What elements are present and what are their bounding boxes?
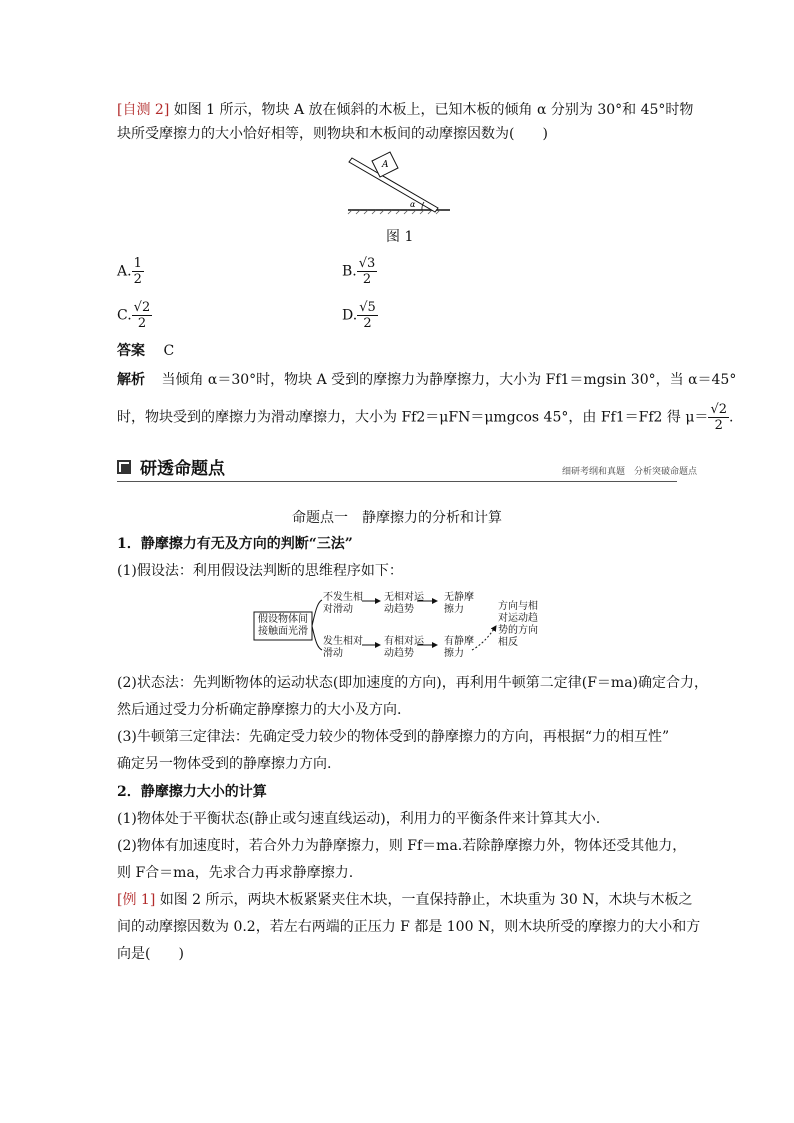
flow-top3-a: 无静摩 xyxy=(444,592,474,603)
question-text-1: 如图 1 所示，物块 A 放在倾斜的木板上，已知木板的倾角 α 分别为 30°和 45°时物 xyxy=(173,102,694,118)
analysis-text-1: 当倾角 α＝30°时，物块 A 受到的摩擦力为静摩擦力，大小为 Ff1＝mgsin 30°，当 α＝45° xyxy=(161,372,737,388)
para-1: (1)假设法：利用假设法判断的思维程序如下： xyxy=(117,563,403,579)
flow-bot3-a: 有静摩 xyxy=(444,636,474,647)
para-q2a: (2)物体有加速度时，若合外力为静摩擦力，则 Ff＝ma.若除静摩擦力外，物体还受其他力， xyxy=(117,838,687,854)
flow-end-2: 对运动趋 xyxy=(498,613,538,624)
flow-bot3-b: 擦力 xyxy=(444,648,464,659)
option-b-label: B. xyxy=(342,263,357,280)
question-tag: [自测 2] xyxy=(117,102,170,118)
section-divider xyxy=(117,481,677,482)
option-c-label: C. xyxy=(117,307,132,324)
flow-end-1: 方向与相 xyxy=(498,601,538,612)
para-2a: (2)状态法：先判断物体的运动状态(即加速度的方向)，再利用牛顿第二定律(F＝ma)确定合力， xyxy=(117,675,709,691)
option-b[interactable] xyxy=(342,256,377,287)
para-q1: (1)物体处于平衡状态(静止或匀速直线运动)，利用力的平衡条件来计算其大小. xyxy=(117,811,601,827)
question-line-2 xyxy=(117,124,548,144)
heading-2: 2．静摩擦力大小的计算 xyxy=(117,784,267,800)
answer-value: C xyxy=(163,343,175,359)
flow-top3-b: 擦力 xyxy=(444,604,464,615)
analysis-text-2: 时，物块受到的摩擦力为滑动摩擦力，大小为 Ff2＝μFN＝μmgcos 45°，由 Ff1＝Ff2 得 μ＝ xyxy=(117,409,709,426)
analysis-label: 解析 xyxy=(117,372,145,388)
angle-alpha-label: α xyxy=(410,200,416,209)
para-3a: (3)牛顿第三定律法：先确定受力较少的物体受到的静摩擦力的方向，再根据“力的相互性” xyxy=(117,729,670,745)
flow-top2-b: 动趋势 xyxy=(384,604,414,615)
option-a-fraction: $\frac{1}{2}$ xyxy=(133,256,142,287)
topic-title: 命题点一 静摩擦力的分析和计算 xyxy=(292,510,502,526)
option-d[interactable] xyxy=(342,300,378,331)
section-note: 细研考纲和真题 分析突破命题点 xyxy=(562,467,698,477)
flow-top1-a: 不发生相 xyxy=(323,592,363,603)
flow-bot1-b: 滑动 xyxy=(323,648,343,659)
answer-line xyxy=(117,341,174,361)
option-d-label: D. xyxy=(342,307,358,324)
analysis-fraction: $\frac{√2}{2}$ xyxy=(710,402,727,433)
figure-1-caption: 图 1 xyxy=(386,229,414,245)
para-q2b: 则 F合＝ma，先求合力再求静摩擦力. xyxy=(117,865,354,881)
flow-end-3: 势的方向 xyxy=(498,625,538,636)
flow-top2-a: 无相对运 xyxy=(384,592,424,603)
flow-start-line1: 假设物体间 xyxy=(258,614,308,625)
option-d-fraction: $\frac{√5}{2}$ xyxy=(359,300,376,331)
example-tag: [例 1] xyxy=(117,892,156,908)
analysis-line-1 xyxy=(117,370,736,390)
analysis-line-2: 时，物块受到的摩擦力为滑动摩擦力，大小为 Ff2＝μFN＝μmgcos 45°，由 Ff1＝Ff2 得 μ＝ $\frac{√2}{2}$ . xyxy=(117,402,734,433)
example-line-2: 间的动摩擦因数为 0.2，若左右两端的正压力 F 都是 100 N，则木块所受的摩擦力的大小和方 xyxy=(117,919,701,935)
flow-start-line2: 接触面光滑 xyxy=(258,626,308,637)
option-a-label: A. xyxy=(117,263,132,280)
option-a[interactable] xyxy=(117,256,144,287)
example-line-3: 向是( ) xyxy=(117,946,184,962)
heading-1: 1．静摩擦力有无及方向的判断“三法” xyxy=(117,536,353,552)
example-line-1 xyxy=(117,890,693,910)
para-3b: 确定另一物体受到的静摩擦力方向. xyxy=(117,756,332,772)
question-text-2: 块所受摩擦力的大小恰好相等，则物块和木板间的动摩擦因数为( ) xyxy=(117,126,548,142)
flow-bot2-a: 有相对运 xyxy=(384,636,424,647)
flow-bot2-b: 动趋势 xyxy=(384,648,414,659)
flow-top1-b: 对滑动 xyxy=(323,604,353,615)
figure-1-incline xyxy=(340,150,460,220)
example-text-1: 如图 2 所示，两块木板紧紧夹住木块，一直保持静止，木块重为 30 N，木块与木板之 xyxy=(159,892,693,908)
question-line-1 xyxy=(117,100,693,120)
flow-bot1-a: 发生相对 xyxy=(323,636,363,647)
block-a-label: A xyxy=(382,160,389,170)
flow-end-4: 相反 xyxy=(498,637,518,648)
para-2b: 然后通过受力分析确定静摩擦力的大小及方向. xyxy=(117,702,402,718)
section-icon-fill xyxy=(121,464,131,474)
answer-label: 答案 xyxy=(117,343,145,359)
option-b-fraction: $\frac{√3}{2}$ xyxy=(358,256,376,287)
section-title: 研透命题点 xyxy=(140,459,225,479)
option-c-fraction: $\frac{√2}{2}$ xyxy=(133,300,151,331)
option-c[interactable] xyxy=(117,300,152,331)
